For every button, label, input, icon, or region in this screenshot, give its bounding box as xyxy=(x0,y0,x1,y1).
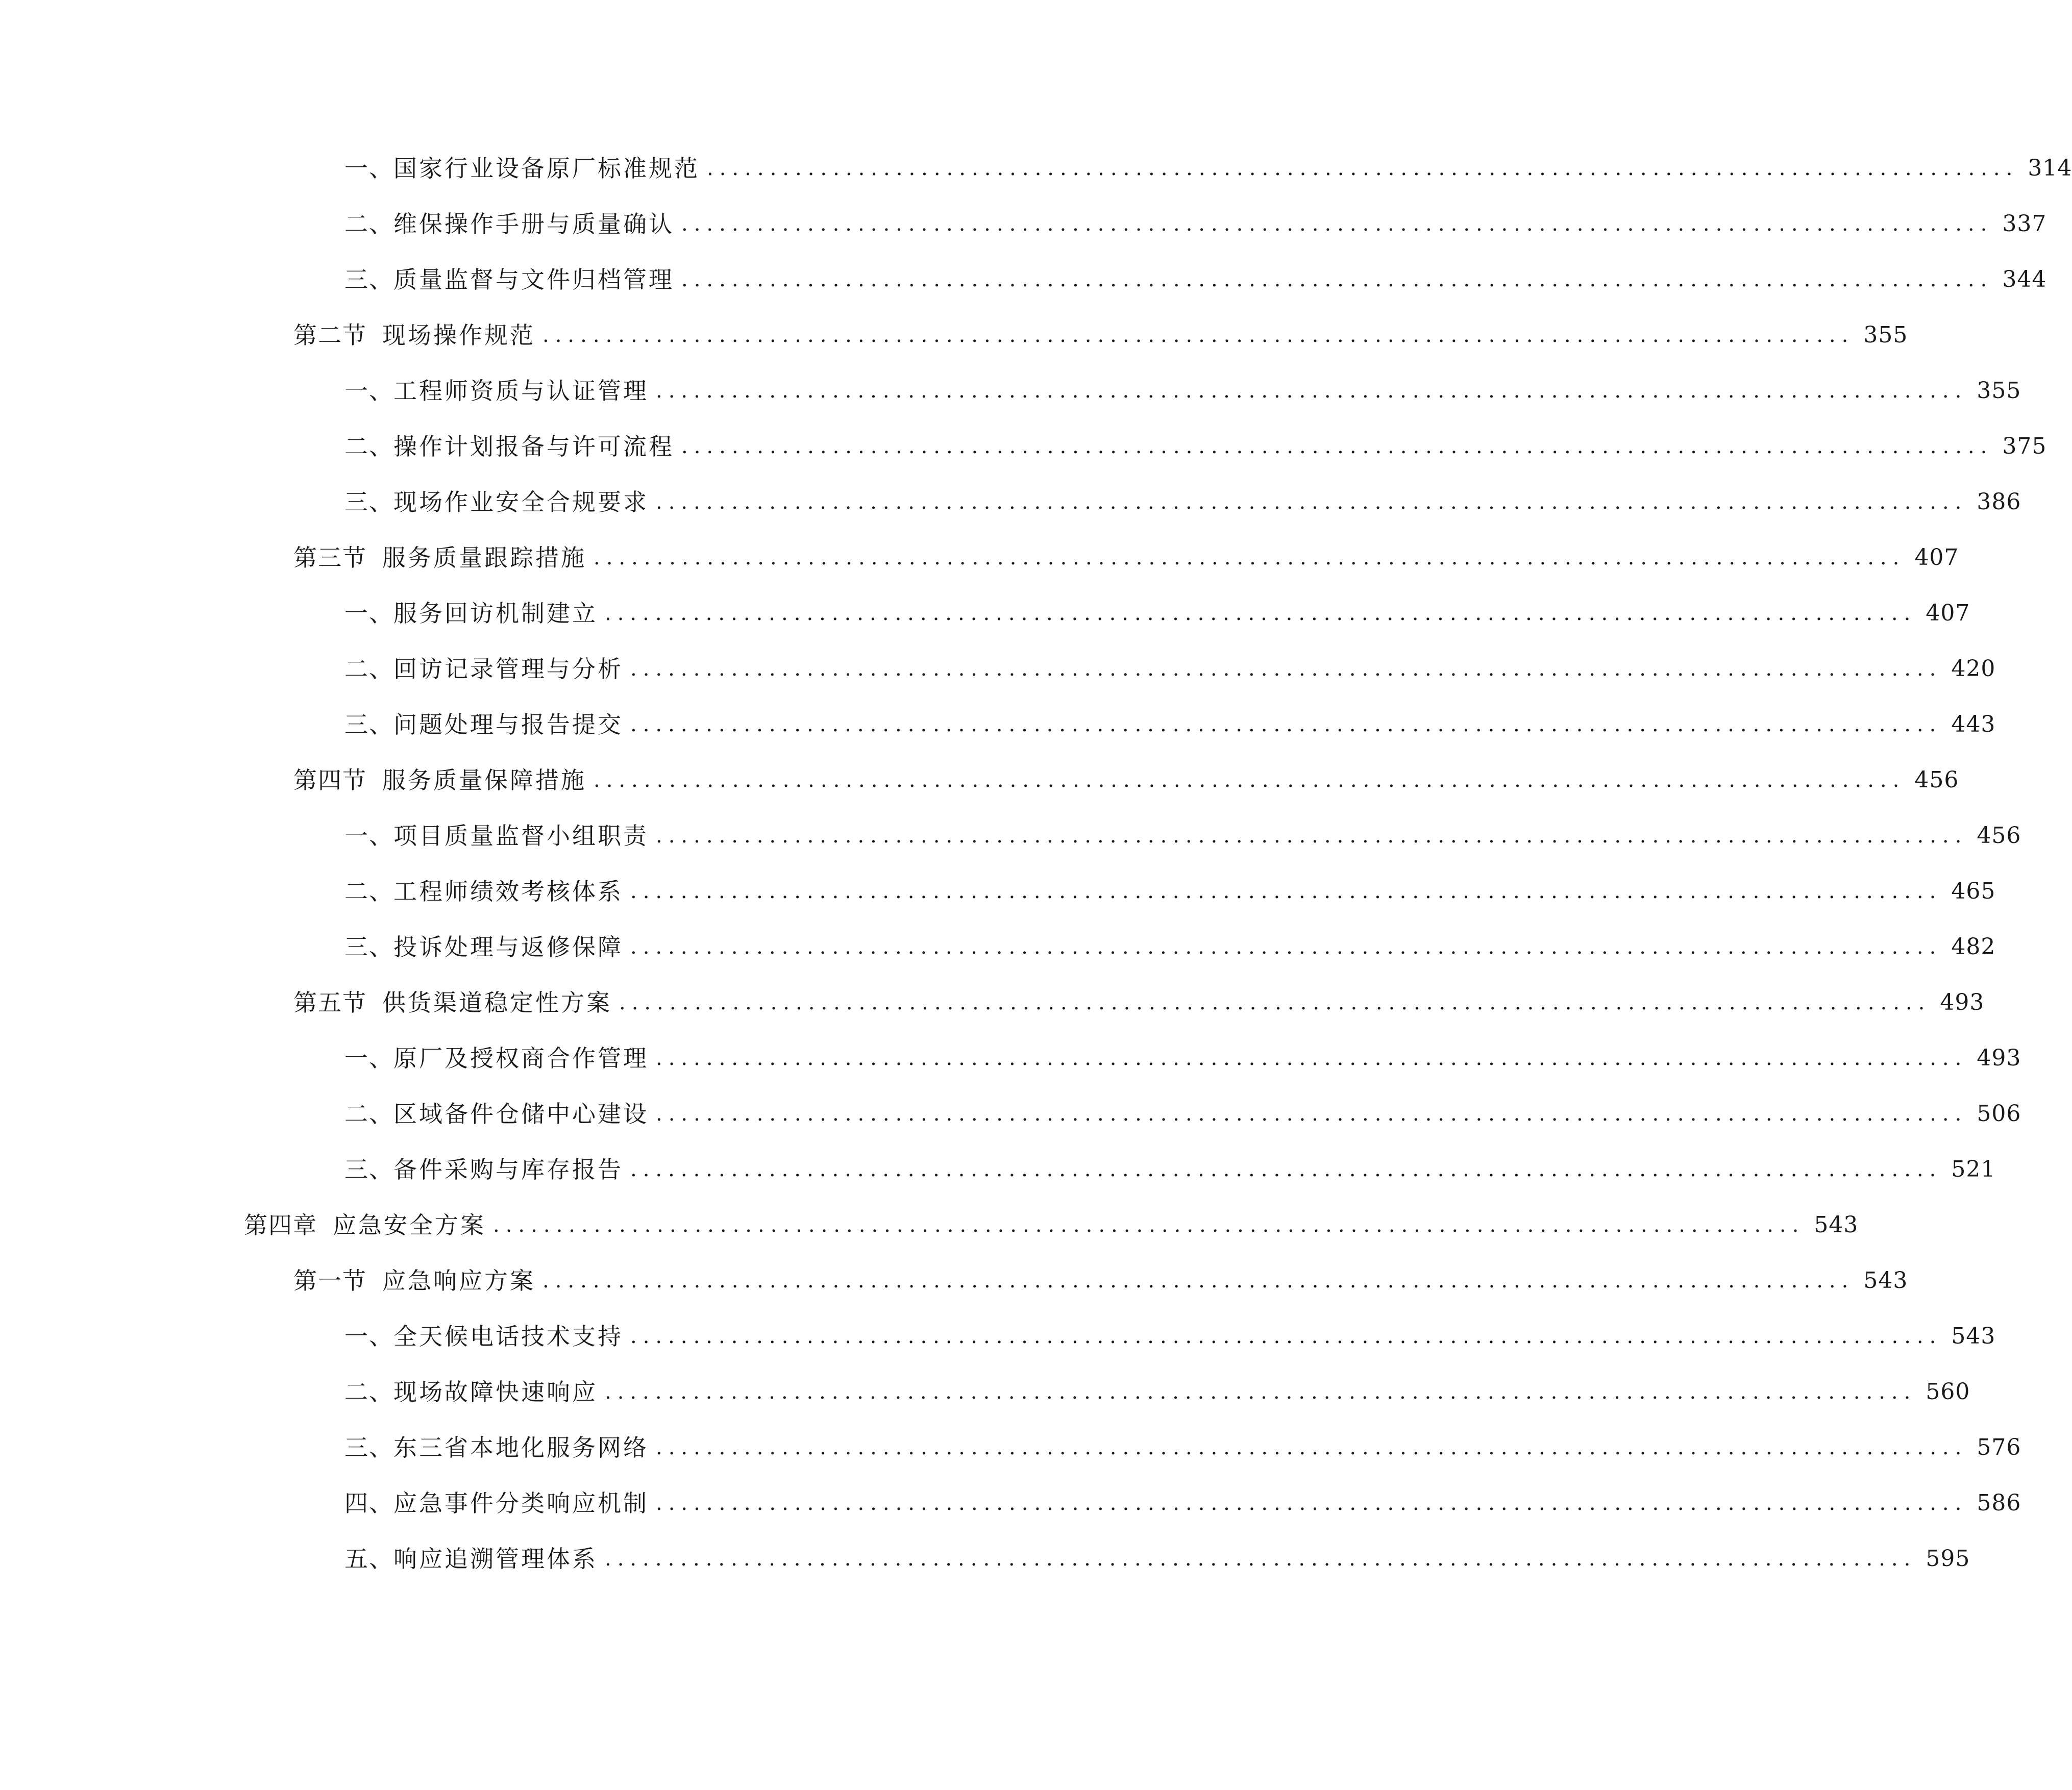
toc-item-number: 三、 xyxy=(344,711,393,738)
toc-section-number: 第一节 xyxy=(293,1267,367,1295)
toc-item-number: 一、 xyxy=(344,1323,393,1350)
toc-item-number: 一、 xyxy=(344,155,393,182)
dot-leader: ........................................................................................................ xyxy=(493,1213,1805,1237)
toc-item[interactable] xyxy=(344,259,2047,300)
toc-page-number: 456 xyxy=(1977,823,2021,849)
toc-page-number: 344 xyxy=(2002,266,2047,292)
toc-section-number: 第四节 xyxy=(293,766,367,794)
toc-item[interactable] xyxy=(344,204,2047,244)
toc-section-number: 第二节 xyxy=(293,321,367,349)
toc-item-number: 五、 xyxy=(344,1545,393,1573)
toc-item-title: 国家行业设备原厂标准规范 xyxy=(393,155,700,182)
toc-item[interactable] xyxy=(344,593,1970,634)
toc-item-number: 三、 xyxy=(344,933,393,961)
toc-item-number: 一、 xyxy=(344,1045,393,1072)
toc-item-number: 二、 xyxy=(344,1100,393,1128)
dot-leader: ........................................................................................................ xyxy=(594,768,1906,792)
toc-page-number: 355 xyxy=(1977,378,2021,404)
toc-page-number: 375 xyxy=(2002,433,2047,459)
dot-leader: ........................................................................................................ xyxy=(630,935,1942,959)
toc-item-title: 问题处理与报告提交 xyxy=(393,711,623,738)
dot-leader: ........................................................................................................ xyxy=(630,1325,1942,1348)
toc-page-number: 386 xyxy=(1977,489,2021,515)
toc-page-number: 595 xyxy=(1926,1546,1970,1572)
dot-leader: ........................................................................................................ xyxy=(605,1547,1917,1571)
toc-item[interactable] xyxy=(344,482,2021,523)
dot-leader: ........................................................................................................ xyxy=(542,1269,1855,1292)
toc-item[interactable] xyxy=(344,370,2021,411)
toc-page-number: 543 xyxy=(1863,1267,1908,1294)
toc-item-title: 维保操作手册与质量确认 xyxy=(393,210,674,238)
toc-item-number: 一、 xyxy=(344,377,393,405)
toc-item[interactable] xyxy=(344,649,1996,689)
toc-item-title: 工程师绩效考核体系 xyxy=(393,878,623,905)
toc-page-number: 314 xyxy=(2028,155,2072,181)
dot-leader: ........................................................................................................ xyxy=(656,1436,1968,1459)
toc-item[interactable] xyxy=(344,148,2072,189)
dot-leader: ........................................................................................................ xyxy=(681,435,1993,458)
toc-item[interactable] xyxy=(344,1427,2021,1468)
toc-item-number: 二、 xyxy=(344,655,393,683)
toc-item-number: 二、 xyxy=(344,210,393,238)
toc-page-number: 506 xyxy=(1977,1101,2021,1127)
toc-item-title: 应急事件分类响应机制 xyxy=(393,1489,649,1517)
toc-item-title: 质量监督与文件归档管理 xyxy=(393,266,674,293)
toc-section-number: 第三节 xyxy=(293,544,367,571)
toc-item-number: 三、 xyxy=(344,1156,393,1183)
toc-item-title: 投诉处理与返修保障 xyxy=(393,933,623,961)
toc-item-title: 回访记录管理与分析 xyxy=(393,655,623,683)
toc-section[interactable] xyxy=(293,760,1959,801)
toc-page-number: 465 xyxy=(1951,878,1996,904)
dot-leader: ........................................................................................................ xyxy=(656,1047,1968,1070)
toc-section[interactable] xyxy=(293,315,1908,356)
toc-page-number: 407 xyxy=(1926,600,1970,626)
toc-item[interactable] xyxy=(344,1149,1996,1190)
toc-chapter-number: 第四章 xyxy=(244,1211,317,1239)
toc-item-number: 三、 xyxy=(344,266,393,293)
dot-leader: ........................................................................................................ xyxy=(630,1158,1942,1181)
dot-leader: ........................................................................................................ xyxy=(656,379,1968,403)
dot-leader: ........................................................................................................ xyxy=(594,546,1906,569)
toc-chapter[interactable] xyxy=(244,1205,1859,1246)
toc-item-title: 备件采购与库存报告 xyxy=(393,1156,623,1183)
toc-item[interactable] xyxy=(344,871,1996,912)
toc-item-number: 三、 xyxy=(344,488,393,516)
toc-item-title: 服务回访机制建立 xyxy=(393,600,598,627)
toc-page-number: 560 xyxy=(1926,1379,1970,1405)
toc-item-title: 操作计划报备与许可流程 xyxy=(393,433,674,460)
toc-item[interactable] xyxy=(344,1093,2021,1134)
toc-chapter-title: 应急安全方案 xyxy=(333,1211,486,1239)
toc-item[interactable] xyxy=(344,1316,1996,1357)
toc-item[interactable] xyxy=(344,927,1996,967)
toc-section-title: 应急响应方案 xyxy=(382,1267,535,1295)
toc-item-title: 全天候电话技术支持 xyxy=(393,1323,623,1350)
toc-page-number: 337 xyxy=(2002,211,2047,237)
toc-page-number: 407 xyxy=(1914,544,1959,570)
toc-page-number: 543 xyxy=(1814,1212,1859,1238)
toc-item-title: 响应追溯管理体系 xyxy=(393,1545,598,1573)
dot-leader: ........................................................................................................ xyxy=(707,157,2019,180)
toc-section-title: 服务质量保障措施 xyxy=(382,766,586,794)
toc-section[interactable] xyxy=(293,982,1985,1023)
dot-leader: ........................................................................................................ xyxy=(630,713,1942,736)
toc-item-title: 原厂及授权商合作管理 xyxy=(393,1045,649,1072)
dot-leader: ........................................................................................................ xyxy=(656,1102,1968,1126)
toc-item-title: 东三省本地化服务网络 xyxy=(393,1434,649,1461)
toc-page-number: 493 xyxy=(1977,1045,2021,1071)
dot-leader: ........................................................................................................ xyxy=(681,268,1993,291)
toc-item-title: 工程师资质与认证管理 xyxy=(393,377,649,405)
toc-item-number: 一、 xyxy=(344,822,393,850)
toc-item[interactable] xyxy=(344,1038,2021,1079)
toc-page-number: 493 xyxy=(1940,989,1985,1015)
dot-leader: ........................................................................................................ xyxy=(542,324,1855,347)
dot-leader: ........................................................................................................ xyxy=(681,212,1993,236)
dot-leader: ........................................................................................................ xyxy=(630,657,1942,681)
toc-section[interactable] xyxy=(293,537,1959,578)
toc-item-title: 现场故障快速响应 xyxy=(393,1378,598,1406)
toc-page-number: 586 xyxy=(1977,1490,2021,1516)
dot-leader: ........................................................................................................ xyxy=(656,490,1968,514)
toc-item-number: 三、 xyxy=(344,1434,393,1461)
toc-item-number: 二、 xyxy=(344,878,393,905)
toc-item-number: 二、 xyxy=(344,1378,393,1406)
toc-page-number: 543 xyxy=(1951,1323,1996,1349)
toc-item[interactable] xyxy=(344,704,1996,745)
dot-leader: ........................................................................................................ xyxy=(656,824,1968,848)
toc-item-number: 一、 xyxy=(344,600,393,627)
dot-leader: ........................................................................................................ xyxy=(619,991,1931,1014)
toc-section-title: 现场操作规范 xyxy=(382,321,535,349)
toc-item[interactable] xyxy=(344,815,2021,856)
toc-page-number: 576 xyxy=(1977,1434,2021,1460)
dot-leader: ........................................................................................................ xyxy=(605,1380,1917,1404)
toc-item[interactable] xyxy=(344,1483,2021,1524)
toc-section-number: 第五节 xyxy=(293,989,367,1016)
dot-leader: ........................................................................................................ xyxy=(656,1491,1968,1515)
toc-item-number: 二、 xyxy=(344,433,393,460)
toc-page-number: 456 xyxy=(1914,767,1959,793)
toc-section[interactable] xyxy=(293,1260,1908,1301)
toc-page-number: 482 xyxy=(1951,934,1996,960)
toc-page-number: 521 xyxy=(1951,1156,1996,1182)
toc-page-number: 420 xyxy=(1951,656,1996,682)
toc-page-number: 355 xyxy=(1863,322,1908,348)
toc-item-number: 四、 xyxy=(344,1489,393,1517)
toc-item[interactable] xyxy=(344,426,2047,467)
toc-item[interactable] xyxy=(344,1538,1970,1579)
dot-leader: ........................................................................................................ xyxy=(605,602,1917,625)
toc-item[interactable] xyxy=(344,1372,1970,1412)
toc-page-number: 443 xyxy=(1951,711,1996,737)
toc-item-title: 现场作业安全合规要求 xyxy=(393,488,649,516)
toc-section-title: 供货渠道稳定性方案 xyxy=(382,989,612,1016)
toc-item-title: 项目质量监督小组职责 xyxy=(393,822,649,850)
toc-item-title: 区域备件仓储中心建设 xyxy=(393,1100,649,1128)
dot-leader: ........................................................................................................ xyxy=(630,880,1942,903)
toc-section-title: 服务质量跟踪措施 xyxy=(382,544,586,571)
